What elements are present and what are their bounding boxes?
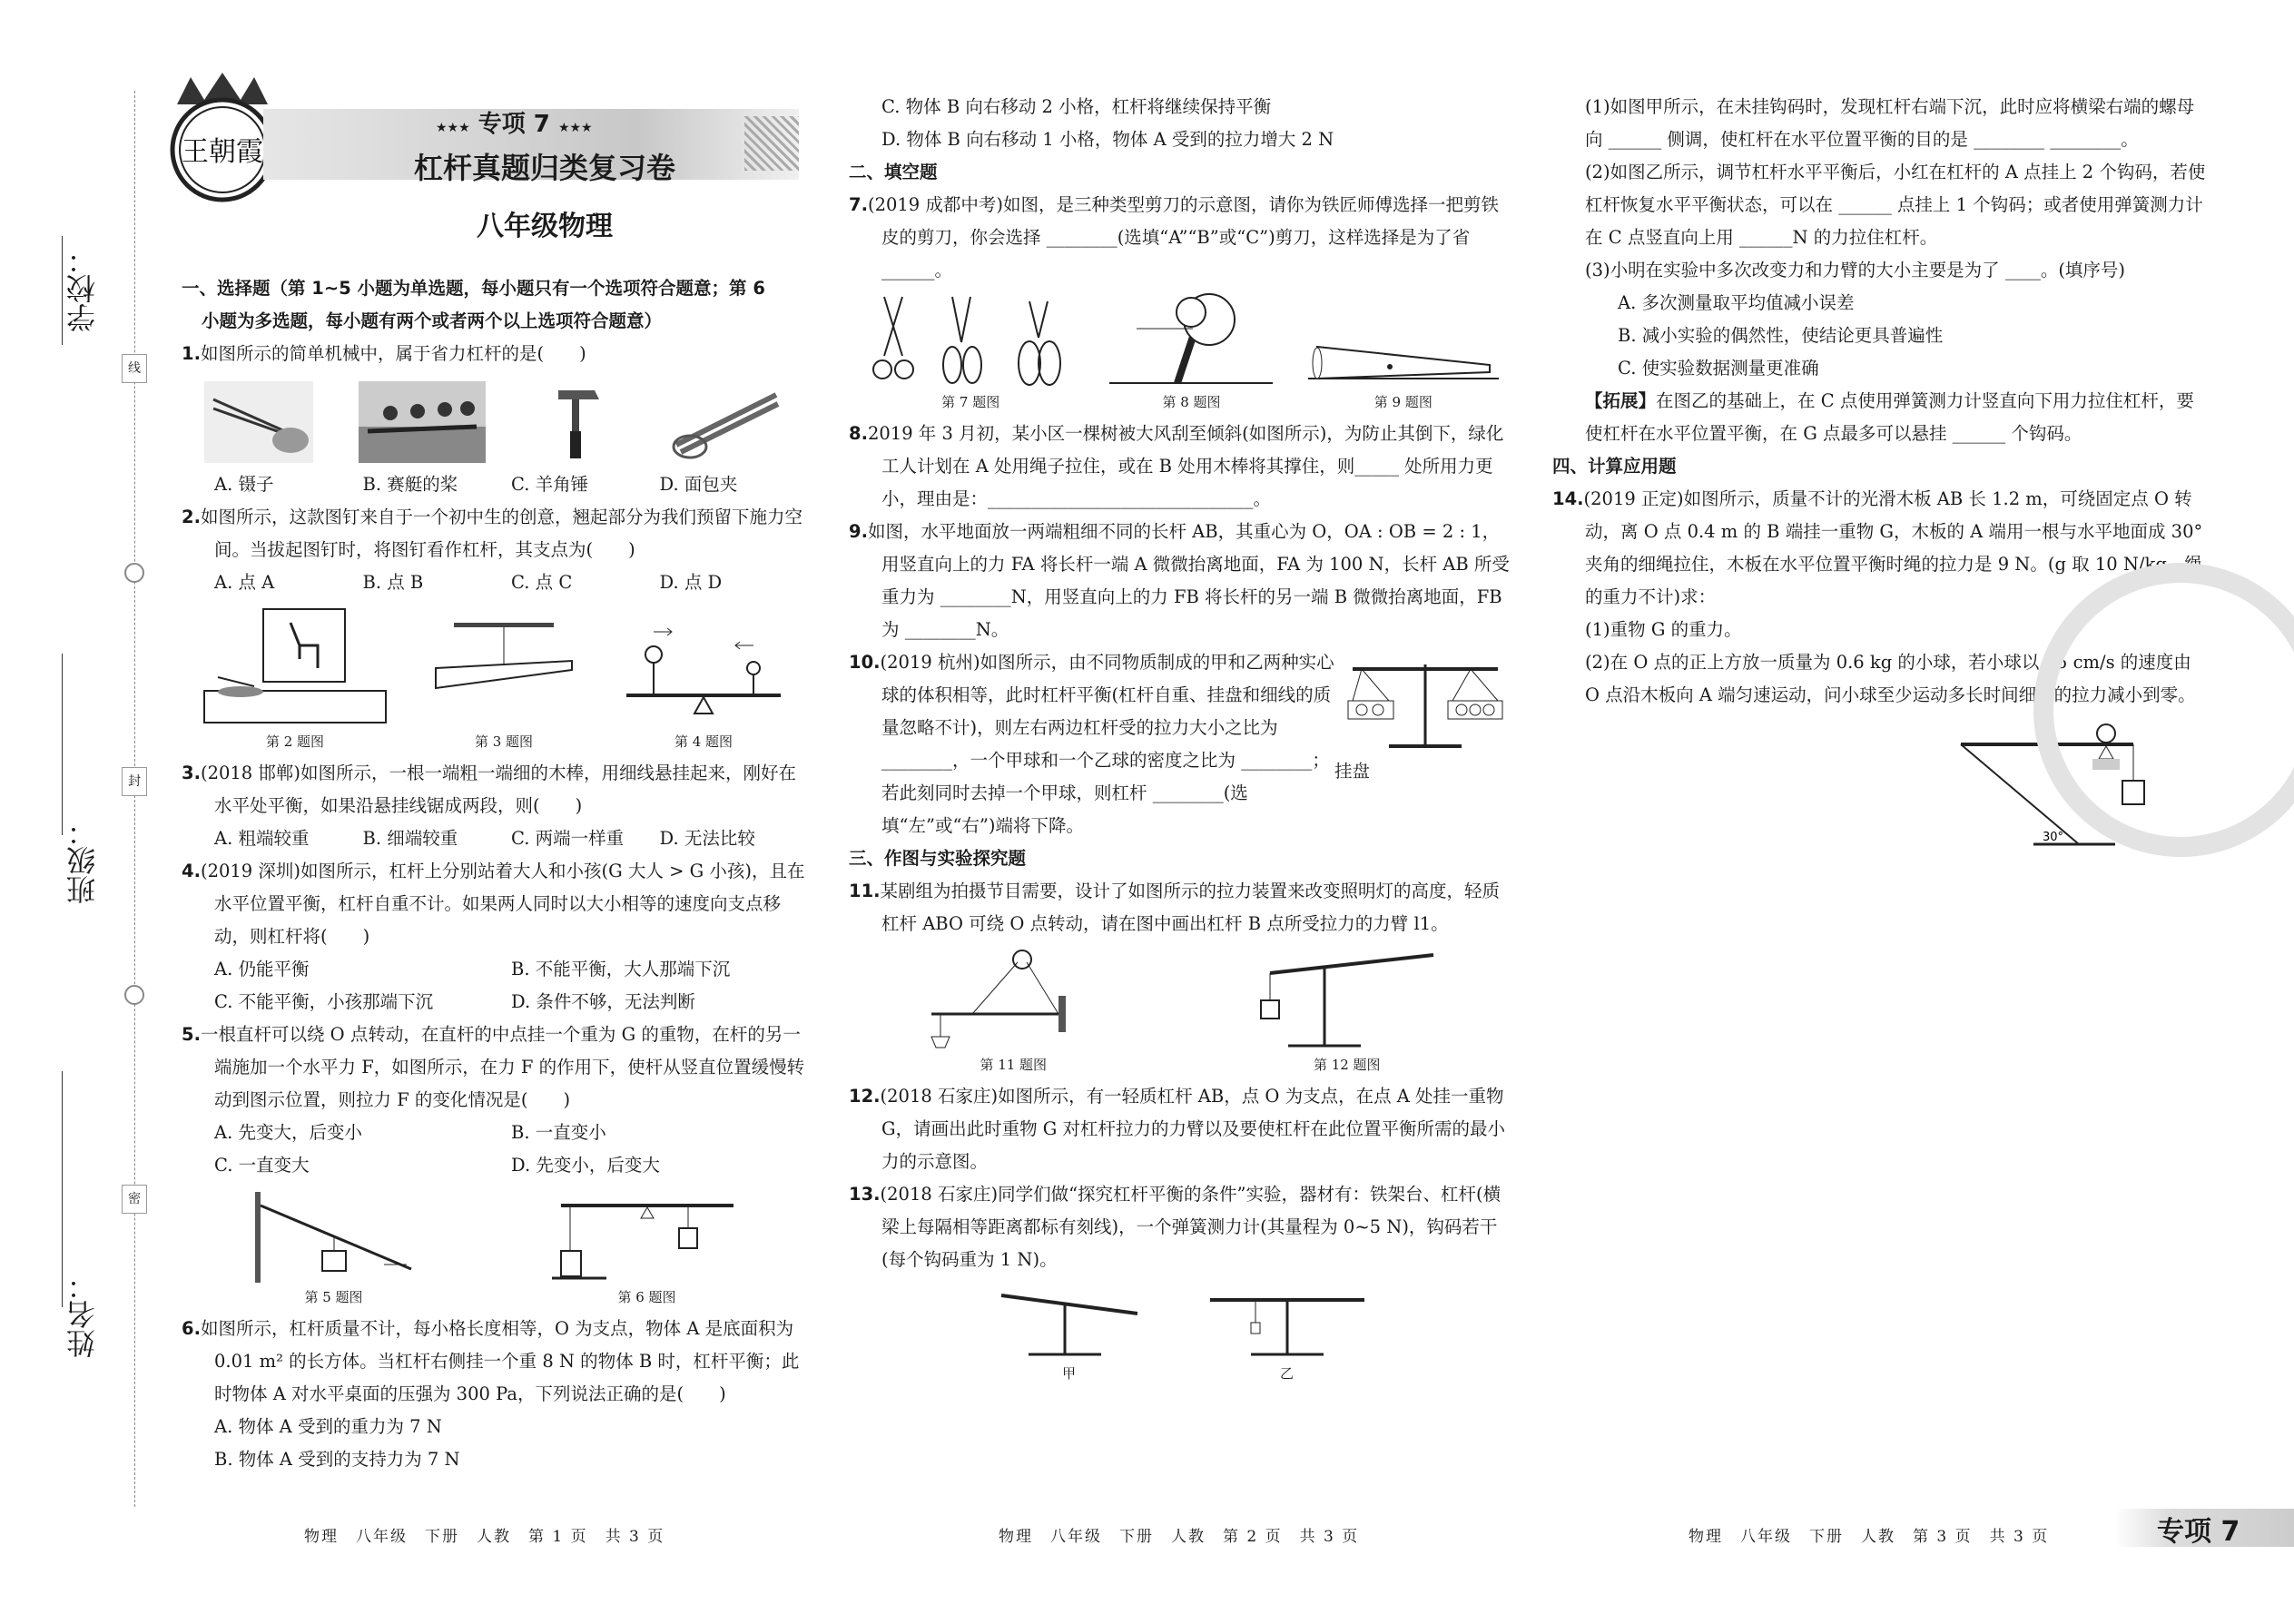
- option[interactable]: D. 物体 B 向右移动 1 小格，物体 A 受到的拉力增大 2 N: [881, 129, 1334, 150]
- fig-6: [552, 1187, 743, 1307]
- fig-8-caption: 第 8 题图: [1162, 394, 1221, 410]
- bread-clip-image: [667, 381, 785, 463]
- q1-images: [182, 376, 808, 463]
- q1-options: [182, 468, 808, 501]
- q13-part-2: (2)如图乙所示，调节杠杆水平平衡后，小红在杠杆的 A 点挂上 2 个钩码，若使杠杆恢复水平平衡状态，可以在 ______ 点挂上 1 个钩码；或者使用弹簧测力计在 C 点竖直向上用 ______N 的力拉住杠杆。: [1585, 162, 2206, 248]
- option[interactable]: D. 条件不够，无法判断: [511, 991, 695, 1012]
- footer-badge: 专项 7: [2157, 1516, 2240, 1548]
- option[interactable]: B. 物体 A 受到的支持力为 7 N: [214, 1449, 460, 1470]
- page-title: 杠杆真题归类复习卷: [413, 151, 675, 185]
- option[interactable]: B. 一直变小: [511, 1122, 606, 1143]
- q11-q12-figures: [849, 946, 1516, 1075]
- question-7: 7.(2019 成都中考)如图，是三种类型剪刀的示意图，请你为铁匠师傅选择一把剪铁皮的剪刀，你会选择 ________(选填“A”“B”或“C”)剪刀，这样选择是为了省 ______。: [849, 194, 1500, 281]
- q5-options-row1: [182, 1117, 808, 1149]
- q2-q4-figures: [182, 605, 808, 752]
- school-label: 学校：: [65, 245, 100, 332]
- question-12: 12.(2018 石家庄)如图所示，有一轻质杠杆 AB，点 O 为支点，在点 A 处挂一重物 G，请画出此时重物 G 对杠杆拉力的力臂以及要使杠杆在此位置平衡所需的最小力的示意图。: [849, 1086, 1506, 1172]
- option[interactable]: C. 不能平衡，小孩那端下沉: [214, 991, 434, 1012]
- option[interactable]: B. 不能平衡，大人那端下沉: [511, 959, 731, 979]
- option[interactable]: A. 先变大，后变小: [214, 1122, 362, 1143]
- section-4-heading: 四、计算应用题: [1552, 456, 1677, 477]
- section-1-heading-b: 小题为多选题，每小题有两个或者两个以上选项符合题意）: [202, 310, 663, 331]
- footer-page-2: 物理 八年级 下册 人教 第 2 页 共 3 页: [999, 1528, 1360, 1546]
- q13-figures: [849, 1282, 1516, 1383]
- q14-part-1: (1)重物 G 的重力。: [1585, 619, 1742, 640]
- punch-hole: [124, 985, 144, 1005]
- option[interactable]: B. 减小实验的偶然性，使结论更具普遍性: [1618, 325, 1944, 346]
- fig-3-caption: 第 3 题图: [474, 733, 534, 750]
- fig-13-yi-caption: 乙: [1279, 1365, 1294, 1382]
- option[interactable]: A. 物体 A 受到的重力为 7 N: [214, 1416, 442, 1437]
- class-line: [62, 654, 63, 835]
- fig-10: [1334, 646, 1516, 842]
- cut-mark-2: 封: [122, 767, 147, 796]
- class-label: 班级：: [65, 817, 100, 904]
- option[interactable]: C. 使实验数据测量更准确: [1618, 358, 1819, 379]
- fig-5: [248, 1187, 420, 1307]
- topic-line: [436, 105, 593, 139]
- cut-line: [134, 91, 135, 1507]
- fig-4: [617, 605, 790, 752]
- question-2: 2.如图所示，这款图钉来自于一个初中生的创意，翘起部分为我们预留下施力空间。当拔起图钉时，将图钉看作杠杆，其支点为( ): [182, 507, 802, 560]
- q13-extension: 【拓展】在图乙的基础上，在 C 点使用弹簧测力计竖直向下用力拉住杠杆，要使杠杆在水平位置平衡，在 G 点最多可以悬挂 ______ 个钩码。: [1585, 390, 2194, 444]
- section-2-heading: 二、填空题: [849, 162, 938, 182]
- fig-11-caption: 第 11 题图: [980, 1057, 1048, 1073]
- fig-13-yi: [1201, 1282, 1373, 1383]
- fig-6-caption: 第 6 题图: [617, 1289, 676, 1305]
- q13-part-1: (1)如图甲所示，在未挂钩码时，发现杠杆右端下沉，此时应将横梁右端的螺母向 ______ 侧调，使杠杆在水平位置平衡的目的是 ________ ________。: [1585, 96, 2195, 150]
- fig-9-caption: 第 9 题图: [1373, 394, 1433, 410]
- option[interactable]: A. 粗端较重: [214, 828, 310, 849]
- q3-options: [182, 822, 808, 855]
- question-3: 3.(2018 邯郸)如图所示，一根一端粗一端细的木棒，用细线悬挂起来，刚好在水平处平衡，如果沿悬挂线锯成两段，则( ): [182, 763, 797, 816]
- header-pattern: [744, 116, 799, 171]
- question-11: 11.某剧组为拍摄节目需要，设计了如图所示的拉力装置来改变照明灯的高度，轻质杠杆 ABO 可绕 O 点转动，请在图中画出杠杆 B 点所受拉力的力臂 l1。: [849, 881, 1501, 934]
- stars-right: ★★★: [557, 121, 593, 135]
- name-label: 姓名：: [65, 1271, 100, 1358]
- tweezers-image: [204, 381, 313, 463]
- section-1-heading-a: 一、选择题（第 1~5 小题为单选题，每小题只有一个选项符合题意；第 6: [182, 278, 765, 299]
- fig-11: [922, 946, 1104, 1075]
- option[interactable]: B. 点 B: [362, 572, 424, 593]
- fig-13-jia: [992, 1282, 1147, 1383]
- q7-q9-figures: [849, 292, 1516, 412]
- stars-left: ★★★: [436, 121, 470, 135]
- option[interactable]: A. 点 A: [214, 572, 275, 593]
- claw-hammer-image: [531, 381, 622, 463]
- column-1: [182, 272, 808, 1476]
- question-10: 10.(2019 杭州)如图所示，由不同物质制成的甲和乙两种实心球的体积相等，此时杠杆平衡(杠杆自重、挂盘和细线的质量忽略不计)，则左右两边杠杆受的拉力大小之比为 ________，一个甲球和一个乙球的密度之比为 ________；若此刻同时去掉一个甲球，则杠杆 ________(选填“左”或“右”)端将下降。: [849, 652, 1334, 836]
- school-line: [62, 236, 63, 345]
- fig-2-caption: 第 2 题图: [265, 733, 325, 750]
- topic-label: 专项 7: [478, 111, 550, 138]
- punch-hole: [124, 563, 144, 583]
- footer-page-1: 物理 八年级 下册 人教 第 1 页 共 3 页: [304, 1528, 665, 1546]
- option[interactable]: A. 仍能平衡: [214, 959, 310, 979]
- rowing-boat-image: [359, 381, 486, 463]
- logo-text: 王朝霞: [182, 136, 263, 168]
- pan-label: 挂盘: [1334, 761, 1371, 782]
- q14-part-2: (2)在 O 点的正上方放一质量为 0.6 kg 的小球，若小球以 15 cm/s 的速度由 O 点沿木板向 A 端匀速运动，问小球至少运动多长时间细绳的拉力减小到零。: [1585, 652, 2196, 705]
- q10-block: [849, 646, 1516, 842]
- q5-options-row2: [182, 1149, 808, 1182]
- fig-8: [1109, 292, 1273, 412]
- option[interactable]: D. 点 D: [659, 572, 723, 593]
- question-13: 13.(2018 石家庄)同学们做“探究杠杆平衡的条件”实验，器材有：铁架台、杠杆(横梁上每隔相等距离都标有刻线)，一个弹簧测力计(其量程为 0~5 N)，钩码若干(每个钩码重为 1 N)。: [849, 1184, 1501, 1270]
- fig-9: [1308, 292, 1499, 412]
- fig-5-caption: 第 5 题图: [304, 1289, 363, 1305]
- option[interactable]: C. 两端一样重: [511, 828, 625, 849]
- fig-7-caption: 第 7 题图: [941, 394, 1000, 410]
- fig-13-jia-caption: 甲: [1061, 1365, 1076, 1382]
- page-subtitle: 八年级物理: [477, 211, 613, 242]
- q4-options-row2: [182, 986, 808, 1019]
- question-6: 6.如图所示，杠杆质量不计，每小格长度相等，O 为支点，物体 A 是底面积为 0.01 m² 的长方体。当杠杆右侧挂一个重 8 N 的物体 B 时，杠杆平衡；此时物体 A 对水平桌面的压强为 300 Pa，下列说法正确的是( ): [182, 1318, 800, 1404]
- option[interactable]: A. 多次测量取平均值减小误差: [1618, 292, 1855, 313]
- option[interactable]: B. 赛艇的桨: [362, 474, 458, 495]
- fig-3: [427, 605, 581, 752]
- fig-12: [1252, 946, 1442, 1075]
- question-8: 8.2019 年 3 月初，某小区一棵树被大风刮至倾斜(如图所示)，为防止其倒下，绿化工人计划在 A 处用绳子拉住，或在 B 处用木棒将其撑住，则_____ 处所用力更小，理由是：______________________________。: [849, 423, 1504, 509]
- option[interactable]: D. 面包夹: [659, 474, 738, 495]
- option[interactable]: C. 点 C: [511, 572, 573, 593]
- option[interactable]: C. 物体 B 向右移动 2 小格，杠杆将继续保持平衡: [881, 96, 1272, 117]
- angle-label: 30°: [2043, 831, 2064, 844]
- fig-12-caption: 第 12 题图: [1313, 1057, 1381, 1073]
- question-9: 9.如图，水平地面放一两端粗细不同的长杆 AB，其重心为 O，OA : OB = 2 : 1，用竖直向上的力 FA 将长杆一端 A 微微抬离地面，FA 为 100 N，长杆 AB 所受重力为 ________N，用竖直向上的力 FB 将长杆的另一端 B 微微抬离地面，FB 为 ________N。: [849, 521, 1510, 640]
- q13-part-3: (3)小明在实验中多次改变力和力臂的大小主要是为了 ____。(填序号): [1585, 260, 2126, 281]
- footer-page-3: 物理 八年级 下册 人教 第 3 页 共 3 页: [1689, 1528, 2050, 1546]
- option[interactable]: B. 细端较重: [362, 828, 458, 849]
- name-line: [62, 1071, 63, 1307]
- fig-2: [200, 605, 390, 752]
- column-2: [849, 91, 1516, 1389]
- option[interactable]: D. 先变小，后变大: [511, 1155, 660, 1176]
- option[interactable]: C. 羊角锤: [511, 474, 589, 495]
- option[interactable]: A. 镊子: [214, 474, 274, 495]
- q4-options-row1: [182, 953, 808, 986]
- question-4: 4.(2019 深圳)如图所示，杠杆上分别站着大人和小孩(G 大人 > G 小孩)，且在水平位置平衡，杠杆自重不计。如果两人同时以大小相等的速度向支点移动，则杠杆将( ): [182, 861, 805, 947]
- fig-7: [866, 292, 1075, 412]
- fig-4-caption: 第 4 题图: [674, 733, 733, 750]
- option[interactable]: C. 一直变大: [214, 1155, 310, 1176]
- cut-mark-1: 线: [122, 354, 147, 383]
- q5-q6-figures: [182, 1187, 808, 1307]
- q2-options: [182, 566, 808, 599]
- cut-mark-3: 密: [122, 1185, 147, 1214]
- question-1: 1.如图所示的简单机械中，属于省力杠杆的是( ): [182, 343, 586, 364]
- section-3-heading: 三、作图与实验探究题: [849, 848, 1027, 869]
- question-5: 5.一根直杆可以绕 O 点转动，在直杆的中点挂一个重为 G 的重物，在杆的另一端施加一个水平力 F，如图所示，在力 F 的作用下，使杆从竖直位置缓慢转动到图示位置，则拉力 F 的变化情况是( ): [182, 1024, 805, 1110]
- question-14: 14.(2019 正定)如图所示，质量不计的光滑木板 AB 长 1.2 m，可绕固定点 O 转动，离 O 点 0.4 m 的 B 端挂一重物 G，木板的 A 端用一根与水平地面成 30°夹角的细绳拉住，木板在水平位置平衡时绳的拉力是 9 N。(g 取 10 N/kg，绳的重力不计)求：: [1552, 488, 2203, 607]
- option[interactable]: D. 无法比较: [659, 828, 755, 849]
